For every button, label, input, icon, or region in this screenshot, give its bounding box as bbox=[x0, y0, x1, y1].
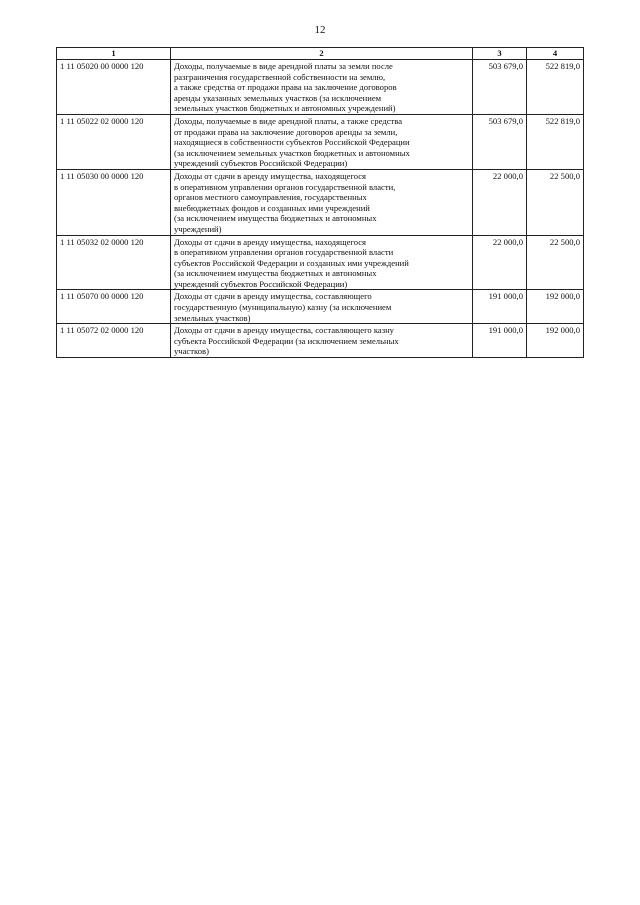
description-line: (за исключением имущества бюджетных и автономных bbox=[174, 213, 377, 224]
amount-column-4-cell: 192 000,0 bbox=[527, 290, 584, 324]
description-line: участков) bbox=[174, 346, 209, 357]
description-cell bbox=[171, 324, 473, 358]
budget-code-cell: 1 11 05032 02 0000 120 bbox=[57, 235, 171, 290]
table-row bbox=[57, 235, 584, 290]
table-row bbox=[57, 169, 584, 235]
table-header-row bbox=[57, 48, 584, 60]
budget-code-cell: 1 11 05072 02 0000 120 bbox=[57, 324, 171, 358]
description-cell bbox=[171, 60, 473, 115]
column-header-1: 1 bbox=[57, 48, 171, 60]
budget-code-cell: 1 11 05020 00 0000 120 bbox=[57, 60, 171, 115]
amount-column-3-cell: 503 679,0 bbox=[473, 114, 527, 169]
amount-column-4-cell: 22 500,0 bbox=[527, 235, 584, 290]
page-number: 12 bbox=[314, 24, 326, 36]
amount-column-3-cell: 22 000,0 bbox=[473, 235, 527, 290]
description-cell bbox=[171, 114, 473, 169]
description-line: субъекта Российской Федерации (за исключением земельных bbox=[174, 335, 399, 346]
amount-column-4-cell: 522 819,0 bbox=[527, 114, 584, 169]
column-header-2: 2 bbox=[171, 48, 473, 60]
description-line: учреждений) bbox=[174, 223, 222, 234]
amount-column-3-cell: 22 000,0 bbox=[473, 169, 527, 235]
description-line: Доходы от сдачи в аренду имущества, составляющего bbox=[174, 291, 372, 302]
table-row bbox=[57, 324, 584, 358]
description-line: аренды указанных земельных участков (за исключением bbox=[174, 92, 382, 103]
description-line: (за исключением имущества бюджетных и автономных bbox=[174, 268, 377, 279]
description-cell bbox=[171, 290, 473, 324]
budget-code-cell: 1 11 05030 00 0000 120 bbox=[57, 169, 171, 235]
revenue-table bbox=[56, 47, 584, 358]
table-row bbox=[57, 60, 584, 115]
description-line: органов местного самоуправления, государственных bbox=[174, 192, 367, 203]
description-line: Доходы, получаемые в виде арендной платы за земли после bbox=[174, 61, 393, 71]
description-line: (за исключением земельных участков бюджетных и автономных bbox=[174, 147, 410, 158]
description-line: государственную (муниципальную) казну (за исключением bbox=[174, 302, 392, 313]
table-row bbox=[57, 290, 584, 324]
description-line: а также средства от продажи права на заключение договоров bbox=[174, 82, 397, 93]
description-line: разграничения государственной собственности на землю, bbox=[174, 71, 386, 82]
description-line: внебюджетных фондов и созданных ими учреждений bbox=[174, 202, 370, 213]
amount-column-4-cell: 522 819,0 bbox=[527, 60, 584, 115]
description-line: Доходы от сдачи в аренду имущества, находящегося bbox=[174, 236, 367, 247]
table-body bbox=[57, 60, 584, 358]
amount-column-3-cell: 503 679,0 bbox=[473, 60, 527, 115]
amount-column-3-cell: 191 000,0 bbox=[473, 324, 527, 358]
description-line: Доходы, получаемые в виде арендной платы, а также средства bbox=[174, 115, 403, 126]
table-row bbox=[57, 114, 584, 169]
description-line: в оперативном управлении органов государственной власти, bbox=[174, 181, 396, 192]
description-cell bbox=[171, 169, 473, 235]
description-line: учреждений субъектов Российской Федерации) bbox=[174, 278, 348, 289]
column-header-4: 4 bbox=[527, 48, 584, 60]
amount-column-4-cell: 22 500,0 bbox=[527, 169, 584, 235]
description-line: Доходы от сдачи в аренду имущества, составляющего казну bbox=[174, 325, 394, 336]
description-line: в оперативном управлении органов государственной власти bbox=[174, 247, 394, 258]
description-line: от продажи права на заключение договоров аренды за земли, bbox=[174, 126, 398, 137]
description-line: учреждений субъектов Российской Федерации) bbox=[174, 158, 348, 169]
description-line: субъектов Российской Федерации и созданных ими учреждений bbox=[174, 257, 409, 268]
description-cell bbox=[171, 235, 473, 290]
budget-code-cell: 1 11 05022 02 0000 120 bbox=[57, 114, 171, 169]
column-header-3: 3 bbox=[473, 48, 527, 60]
budget-code-cell: 1 11 05070 00 0000 120 bbox=[57, 290, 171, 324]
amount-column-4-cell: 192 000,0 bbox=[527, 324, 584, 358]
description-line: земельных участков бюджетных и автономных учреждений) bbox=[174, 103, 396, 114]
amount-column-3-cell: 191 000,0 bbox=[473, 290, 527, 324]
description-line: Доходы от сдачи в аренду имущества, находящегося bbox=[174, 170, 367, 181]
description-line: находящиеся в собственности субъектов Российской Федерации bbox=[174, 137, 410, 148]
description-line: земельных участков) bbox=[174, 312, 251, 323]
